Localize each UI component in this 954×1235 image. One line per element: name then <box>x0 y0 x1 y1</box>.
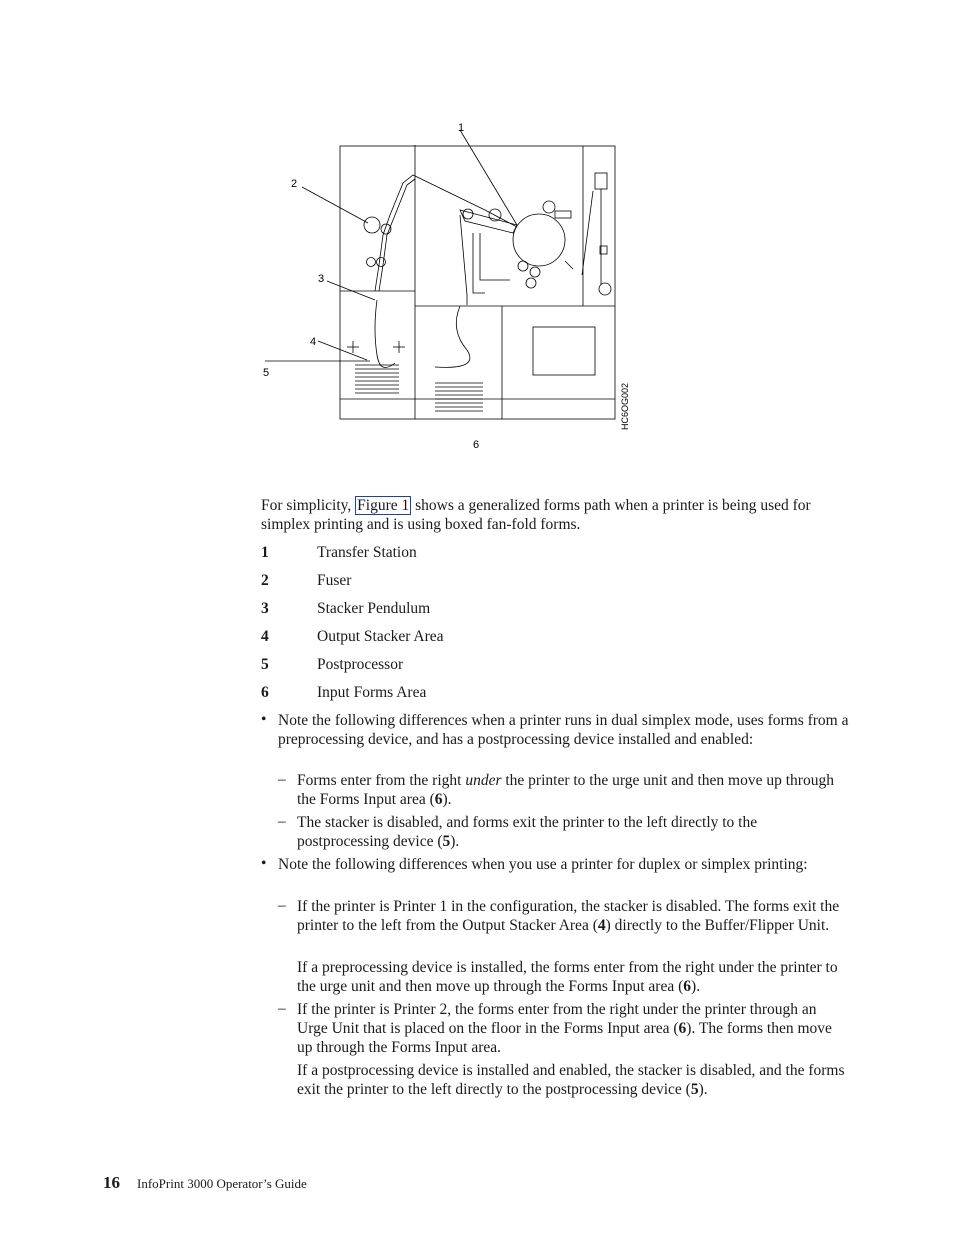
callout-3: 3 <box>318 273 325 285</box>
callout-2: 2 <box>291 178 298 190</box>
figure-link[interactable]: Figure 1 <box>357 497 410 514</box>
input-forms-path <box>435 306 470 367</box>
bullet-text: Note the following differences when a printer runs in dual simplex mode, uses forms from a preprocessing device, and has a postprocessing device installed and enabled: <box>278 712 849 748</box>
legend-number: 1 <box>261 544 269 561</box>
callout-5: 5 <box>263 367 270 379</box>
transfer-drum <box>513 214 565 266</box>
sub-item-paragraph <box>297 1061 849 1099</box>
callout-6: 6 <box>473 439 480 451</box>
fuser-roller <box>364 217 380 233</box>
sub-item-paragraph <box>297 958 851 996</box>
callout-ref: 6 <box>434 791 443 808</box>
sub-item-text: ). The forms then move up through the Forms Input area. <box>297 1020 832 1056</box>
legend-label: Input Forms Area <box>317 684 427 701</box>
sub-item-text: ) directly to the Buffer/Flipper Unit. <box>605 917 830 934</box>
input-stack <box>435 383 483 411</box>
sub-item <box>297 813 849 851</box>
legend-label: Transfer Station <box>317 544 417 561</box>
legend-number: 6 <box>261 684 269 701</box>
callout-ref: 6 <box>683 978 692 995</box>
document-title: InfoPrint 3000 Operator’s Guide <box>137 1176 307 1191</box>
figure-code: HC6OG002 <box>620 382 630 430</box>
dash-mark: – <box>278 897 286 914</box>
sub-item-emphasis: under <box>465 772 502 789</box>
stacker-pendulum <box>375 300 395 368</box>
intro-text-before: For simplicity, <box>261 497 356 514</box>
printer-frame <box>340 146 615 419</box>
dash-mark: – <box>278 1000 286 1017</box>
sub-item-text: If the printer is Printer 2, the forms enter from the right under the printer through an Urge Unit that is placed on the floor in the Forms Input area ( <box>297 1001 817 1037</box>
legend-number: 2 <box>261 572 269 589</box>
intro-paragraph <box>261 496 851 534</box>
dash-mark: – <box>278 771 286 788</box>
bullet-text: Note the following differences when you use a printer for duplex or simplex printing: <box>278 856 808 873</box>
callout-ref: 5 <box>690 1081 699 1098</box>
sub-item-text: ). <box>691 978 701 995</box>
sub-item-text: If the printer is Printer 1 in the configuration, the stacker is disabled. The forms exit the printer to the left from the Output Stacker Area ( <box>297 898 840 934</box>
legend-label: Output Stacker Area <box>317 628 444 645</box>
legend-number: 3 <box>261 600 269 617</box>
sub-item-text: ). <box>450 833 460 850</box>
callout-ref: 5 <box>442 833 451 850</box>
sub-item <box>297 1000 849 1057</box>
legend-label: Stacker Pendulum <box>317 600 431 617</box>
callout-ref: 6 <box>678 1020 687 1037</box>
bullet-mark: • <box>261 855 267 872</box>
sub-item-text: If a postprocessing device is installed and enabled, the stacker is disabled, and the forms exit the printer to the left directly to the postprocessing device ( <box>297 1062 845 1098</box>
sub-item <box>297 771 849 809</box>
output-stack <box>355 365 399 393</box>
intro-text-after: shows a generalized forms path when a printer is being used for simplex printing and is using boxed fan-fold forms. <box>261 497 811 533</box>
callout-1: 1 <box>458 122 465 134</box>
legend-number: 4 <box>261 628 269 645</box>
dash-mark: – <box>278 813 286 830</box>
sub-item-text: The stacker is disabled, and forms exit the printer to the left directly to the postprocessing device ( <box>297 814 758 850</box>
sub-item-text: Forms enter from the right <box>297 772 466 789</box>
bullet-mark: • <box>261 711 267 728</box>
printer-forms-path-figure <box>255 115 645 460</box>
page-number: 16 <box>103 1173 120 1192</box>
sub-item-text: ). <box>442 791 452 808</box>
sub-item-text: ). <box>698 1081 708 1098</box>
legend-number: 5 <box>261 656 269 673</box>
sub-item <box>297 897 849 935</box>
sub-item-text: If a preprocessing device is installed, the forms enter from the right under the printer to the urge unit and then move up through the Forms Input area ( <box>297 959 838 995</box>
legend-label: Fuser <box>317 572 352 589</box>
callout-4: 4 <box>310 336 317 348</box>
printer-diagram <box>255 115 645 460</box>
callout-ref: 4 <box>597 917 606 934</box>
sub-item-text: the printer to the urge unit and then move up through the Forms Input area ( <box>297 772 834 808</box>
legend-label: Postprocessor <box>317 656 404 673</box>
